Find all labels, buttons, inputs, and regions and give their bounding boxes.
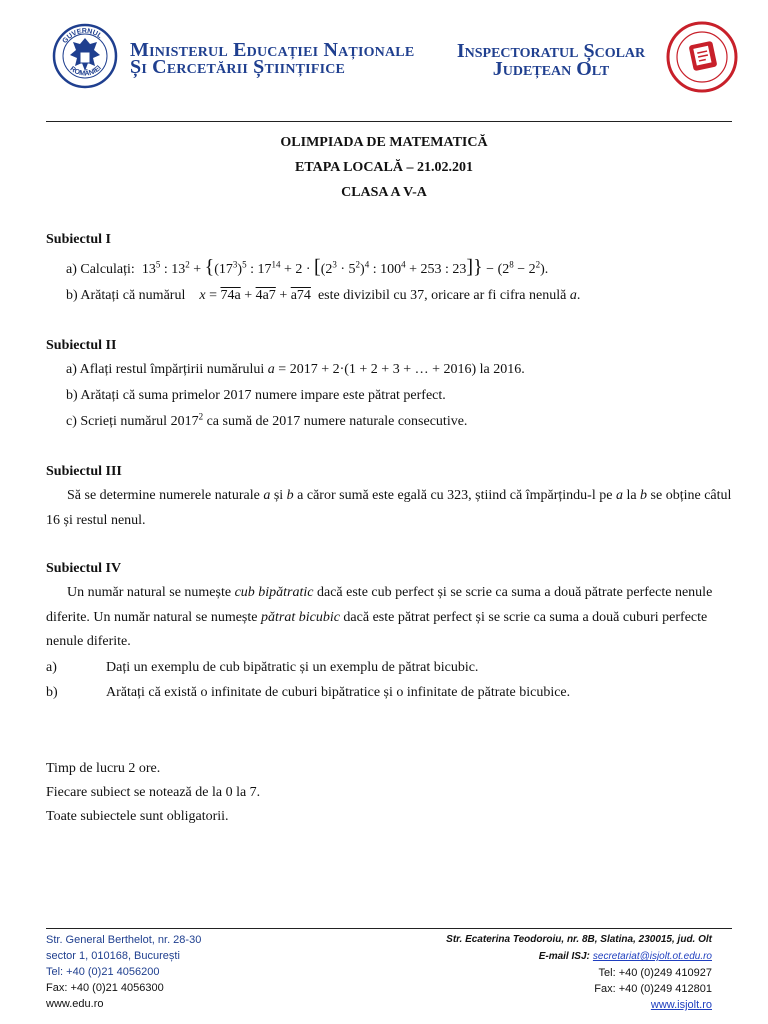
subject-3-var-a2: a: [615, 488, 623, 503]
footer-right-tel: Tel: +40 (0)249 410927: [598, 967, 712, 979]
subject-2-a-var: a: [267, 362, 275, 377]
subject-3-title: Subiectul III: [46, 464, 122, 479]
note-mandatory: Toate subiectele sunt obligatorii.: [46, 808, 229, 824]
note-time: Timp de lucru 2 ore.: [46, 760, 161, 776]
guvernul-romaniei-seal-icon: [52, 22, 118, 90]
subject-4-p3: dacă este pătrat perfect și se scrie ca suma a două cuburi perfecte nenule diferite.: [46, 609, 708, 649]
subject-1-b-label: b) Arătați că numărul: [66, 288, 186, 303]
isj-name-line1: Inspectoratul Școlar: [456, 40, 646, 62]
subject-2: [46, 334, 736, 434]
exam-titles: [0, 130, 768, 205]
class-title: CLASA A V-A: [341, 185, 427, 200]
subject-3-la: la: [626, 488, 637, 503]
footer-right-website-link[interactable]: www.isjolt.ro: [650, 999, 712, 1011]
footer-ministry-contact: [46, 932, 201, 1012]
subject-4-b: [46, 680, 736, 705]
exam-body: [46, 228, 736, 829]
subject-1-b-formula: x = 74a + 4a7 + a74: [199, 288, 311, 303]
subject-4-term1: cub bipătratic: [234, 585, 314, 600]
isj-name-line2: Județean Olt: [492, 58, 610, 80]
subject-3-p1: Să se determine numerele naturale: [67, 488, 260, 503]
subject-1-b: [46, 284, 736, 308]
subject-4: [46, 557, 736, 705]
subject-3: [46, 460, 736, 533]
subject-4-p2: dacă este cub perfect și se scrie ca suma a două pătrate perfecte nenule diferite. Un număr natural se numește: [46, 585, 713, 625]
subject-1-b-tail: este divizibil cu 37, oricare ar fi cifra nenulă: [317, 288, 567, 303]
isj-olt-logo-icon: [664, 16, 740, 98]
subject-1-a-formula: $13^5$ : $13^2 + \{(17^3)^5$ : $17^{14} + 2 \cdot [(2^3 \cdot 5^2)^4$ : $100^4 + 253$ : $23]\} - (2^8 - 2^2)$.: [138, 256, 549, 278]
footer-right-email-link[interactable]: secretariat@isjolt.ot.edu.ro: [592, 951, 712, 962]
footer-left-address2: sector 1, 010168, București: [46, 950, 180, 962]
letterhead: [0, 0, 768, 122]
subject-4-text: [46, 581, 736, 655]
subject-3-var-a: a: [263, 488, 271, 503]
footer-right-fax: Fax: +40 (0)249 412801: [594, 983, 712, 995]
subject-3-and: și: [273, 488, 284, 503]
subject-4-b-text: Arătați că există o infinitate de cuburi bipătratice și o infinitate de pătrate bicubice.: [106, 684, 571, 700]
footer-left-tel: Tel: +40 (0)21 4056200: [46, 966, 160, 978]
subject-3-se: se: [650, 488, 663, 503]
subject-2-a-expr: = 2017 + 2·(1 + 2 + 3 + … + 2016) la 2016.: [274, 362, 525, 377]
subject-2-c-post: ca sumă de 2017 numere naturale consecutive.: [203, 414, 468, 429]
footer-isj-contact: [446, 932, 712, 1013]
subject-3-text: [46, 484, 736, 533]
subject-2-a: [46, 358, 736, 382]
subject-1-b-end: .: [576, 288, 581, 303]
olympiad-title: OLIMPIADA DE MATEMATICĂ: [280, 135, 488, 150]
isj-name: [455, 42, 647, 78]
subject-3-p2: a căror sumă este egală cu 323, știind că împărțindu-l pe: [297, 488, 613, 503]
subject-2-c: [46, 410, 736, 434]
svg-text:GUVERNUL: GUVERNUL: [61, 27, 104, 45]
header-divider: [46, 121, 732, 122]
subject-2-b: b) Arătați că suma primelor 2017 numere impare este pătrat perfect.: [66, 388, 446, 403]
subject-4-b-label: b): [46, 684, 58, 700]
exam-notes: [46, 757, 736, 829]
subject-1-a-label: a) Calculați:: [66, 262, 135, 277]
subject-2-title: Subiectul II: [46, 338, 117, 353]
subject-2-c-pre: c) Scrieți numărul 2017: [66, 414, 199, 429]
subject-1: [46, 228, 736, 308]
subject-1-title: Subiectul I: [46, 232, 111, 247]
svg-text:ROMÂNIEI: ROMÂNIEI: [68, 64, 103, 78]
note-scoring: Fiecare subiect se notează de la 0 la 7.: [46, 784, 261, 800]
subject-4-term2: pătrat bicubic: [260, 609, 340, 625]
footer-left-website-link[interactable]: www.edu.ro: [46, 998, 104, 1010]
stage-title: ETAPA LOCALĂ – 21.02.201: [295, 160, 473, 175]
ministry-name-line2: Și Cercetării Științifice: [130, 56, 346, 78]
subject-1-a: [46, 258, 736, 282]
subject-3-p3: obține câtul 16 și restul nenul.: [46, 488, 732, 528]
subject-4-a: [46, 655, 736, 680]
subject-4-a-text: Dați un exemplu de cub bipătratic și un exemplu de pătrat bicubic.: [106, 659, 479, 675]
subject-4-title: Subiectul IV: [46, 561, 122, 576]
subject-3-var-b2: b: [640, 488, 648, 503]
subject-4-p1: Un număr natural se numește: [67, 585, 232, 600]
footer-left-fax: Fax: +40 (0)21 4056300: [46, 982, 164, 994]
footer-divider: [46, 928, 732, 929]
ministry-name-line1: Ministerul Educației Naționale: [130, 39, 415, 61]
subject-3-var-b: b: [286, 488, 294, 503]
ministry-name: [130, 39, 415, 78]
footer-right-address: Str. Ecaterina Teodoroiu, nr. 8B, Slatina, 230015, jud. Olt: [446, 934, 712, 945]
footer-right-email-label: E-mail ISJ:: [538, 951, 590, 962]
subject-2-c-exp: 2: [198, 411, 204, 422]
subject-4-a-label: a): [46, 659, 57, 675]
subject-1-b-var: a: [569, 288, 577, 303]
footer-left-address1: Str. General Berthelot, nr. 28-30: [46, 934, 202, 946]
subject-2-a-pre: a) Aflați restul împărțirii numărului: [66, 362, 265, 377]
